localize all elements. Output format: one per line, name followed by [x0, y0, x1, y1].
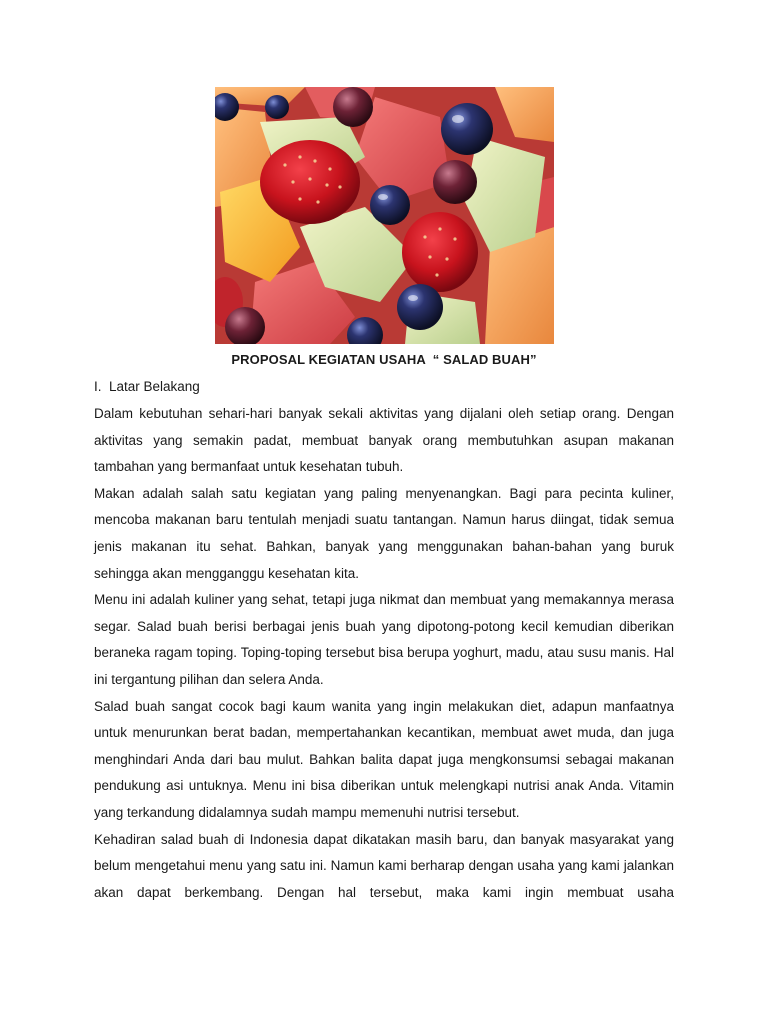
paragraph-4: Salad buah sangat cocok bagi kaum wanita yang ingin melakukan diet, adapun manfaatnya untuk menurunkan berat badan, mempertahankan kecantikan, membuat awet muda, dan juga menghindari Anda dari bau mulut. Bahkan balita dapat juga mengkonsumsi sebagai makanan pendukung asi untuknya. Menu ini bisa diberikan untuk melengkapi nutrisi anak Anda. Vitamin yang terkandung didalamnya sudah mampu memenuhi nutrisi tersebut.: [94, 698, 674, 820]
paragraph-3: Menu ini adalah kuliner yang sehat, tetapi juga nikmat dan membuat yang memakannya merasa segar. Salad buah berisi berbagai jenis buah yang dipotong-potong kecil kemudian diberikan beraneka ragam toping. Toping-toping tersebut bisa berupa yoghurt, madu, atau susu manis. Hal ini tergantung pilihan dan selera Anda.: [94, 592, 674, 687]
fruit-salad-photo: [215, 87, 554, 344]
paragraph-1: Dalam kebutuhan sehari-hari banyak sekali aktivitas yang dijalani oleh setiap orang. Dengan aktivitas yang semakin padat, membuat banyak orang membutuhkan asupan makanan tambahan yang bermanfaat untuk kesehatan tubuh.: [94, 406, 674, 475]
document-title: PROPOSAL KEGIATAN USAHA “ SALAD BUAH”: [231, 352, 537, 367]
paragraph-2: Makan adalah salah satu kegiatan yang paling menyenangkan. Bagi para pecinta kuliner, mencoba makanan baru tentulah menjadi suatu tantangan. Namun harus diingat, tidak semua jenis makanan itu sehat. Bahkan, banyak yang menggunakan bahan-bahan yang buruk sehingga akan mengganggu kesehatan kita.: [94, 485, 674, 581]
body-text: [94, 401, 674, 906]
section-heading: I. Latar Belakang: [94, 379, 200, 394]
paragraph-5: Kehadiran salad buah di Indonesia dapat dikatakan masih baru, dan banyak masyarakat yang belum mengetahui menu yang satu ini. Namun kami berharap dengan usaha yang kami jalankan akan dapat berkembang. Dengan hal tersebut, maka kami ingin membuat usaha: [94, 831, 674, 900]
